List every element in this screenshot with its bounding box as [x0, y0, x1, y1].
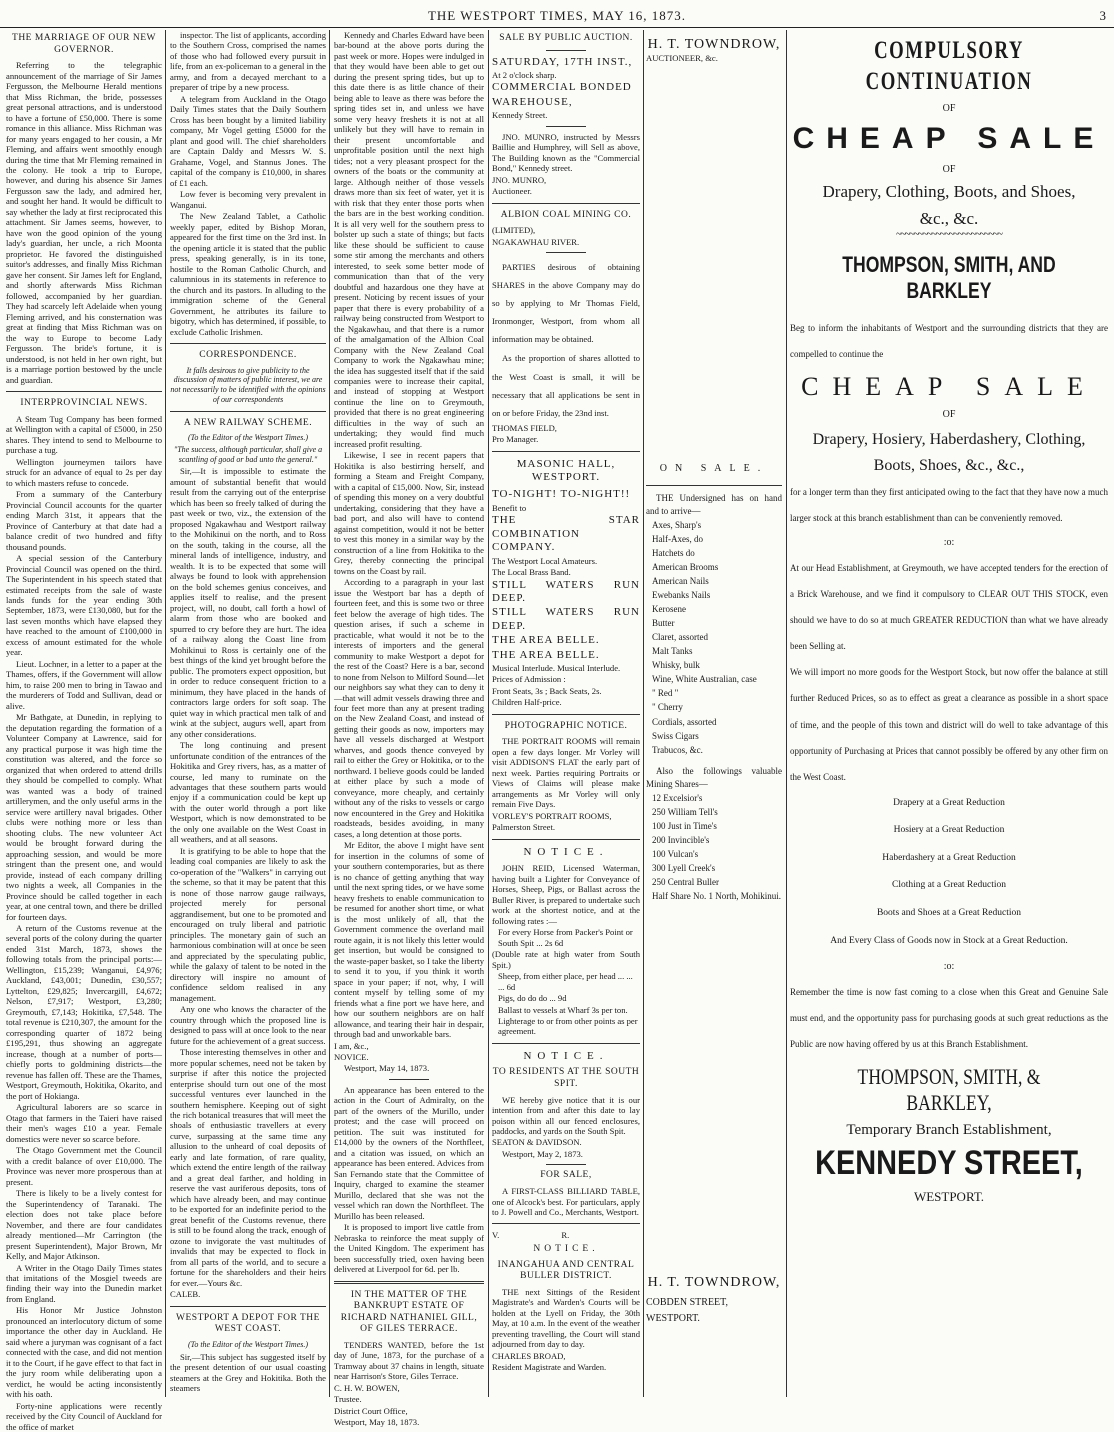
auctioneer-name: H. T. TOWNDROW,: [647, 37, 781, 52]
ad-text: We will import no more goods for the Westport Stock, but now offer the balance at still further Reduced Prices, so as to effect as great a clearance as possible in a short space of time, and the people of this town and district will do well to take advantage of this opportunity of Purchasing at Prices that cannot possibly be offered by any other firm on the West Coast.: [790, 667, 1108, 782]
shares-intro: Also the followings valuable Mining Shares—: [646, 765, 782, 789]
on-sale-heading: ON SALE.: [659, 462, 769, 474]
reduction-line: Clothing at a Great Reduction: [892, 880, 1006, 891]
dateline: Westport, May 14, 1873.: [344, 1063, 430, 1074]
divider: [646, 485, 782, 486]
ad-title: PHOTOGRAPHIC NOTICE.: [504, 720, 628, 731]
address: District Court Office,: [334, 1405, 408, 1416]
ad-line: Musical Interlude. Musical Interlude.: [492, 662, 621, 673]
ad-line: THE AREA BELLE.: [492, 634, 600, 647]
ad-place: WAREHOUSE,: [492, 95, 573, 108]
column-rule: [329, 30, 330, 1397]
ad-cheap-sale: CHEAP SALE: [792, 122, 1106, 156]
ad-line: TO-NIGHT! TO-NIGHT!!: [492, 488, 631, 501]
ad-text: THE next Sittings of the Resident Magistrate's and Warden's Courts will be holden at the Lyell on Friday, the 30th May, at 10 a.m. In the event of the weather preventing travelling, the Court will stand adjourned from day to day.: [492, 1286, 640, 1350]
article-text: The New Zealand Tablet, a Catholic weekly paper, edited by Bishop Moran, appeared for the first time on the 3rd inst. In the opening article it is stated that the public press, speaking generally, is in its tone, hostile to the Roman Catholic Church, and calumnious in its statements in reference to the church and its pastors. In alluding to the immigration scheme of the General Government, he attributes its failure to bigotry, which has determined, if possible, to exclude Catholic Irishmen.: [170, 211, 326, 337]
ad-text: A FIRST-CLASS BILLIARD TABLE, one of Alcock's best. For particulars, apply to J. Powell and Co., Merchants, Westport.: [492, 1186, 640, 1217]
list-item: Malt Tanks: [652, 646, 693, 657]
article-text: Forty-nine applications were recently received by the City Council of Auckland for the office of market: [6, 1400, 162, 1432]
article-text: Any one who knows the character of the country through which the proposed line is designed to pass will at once look to the near future for the achievement of a great success.: [170, 1004, 326, 1046]
ad-line: Front Seats, 3s ; Back Seats, 2s.: [492, 685, 602, 696]
ad-text: At our Head Establishment, at Greymouth, we have accepted tenders for the erection of a Brick Warehouse, and we find it compulsory to CLEAR OUT THIS STOCK, even should we have to do so at much GREATER REDUCTION than what we have already been Selling at.: [790, 562, 1108, 652]
rate-line: Lighterage to or from other points as per agreement.: [498, 1016, 638, 1037]
list-item: 100 Vulcan's: [652, 848, 699, 859]
ad-time: At 2 o'clock sharp.: [492, 69, 557, 80]
divider: [6, 391, 162, 392]
ad-line: STILL WATERS RUN DEEP.: [492, 606, 640, 632]
ad-title: FOR SALE,: [540, 1170, 592, 1181]
divider: [546, 252, 586, 253]
intro-text: THE Undersigned has on hand and to arrive—: [646, 492, 782, 516]
divider: [492, 839, 640, 840]
ad-day: SATURDAY, 17TH INST.,: [492, 55, 633, 68]
ad-title: NOTICE.: [523, 1049, 609, 1062]
column-3: [334, 30, 484, 1428]
street-name: KENNEDY STREET,: [815, 1144, 1083, 1183]
article-text: According to a paragraph in your last issue the Westport bar has a depth of fourteen feet, and this is some two or three feet below the average of high tides. The question arises, if such a scheme in practicable, what would it not be to the interests of importers and the general community to make Westport a depot for the rest of the Coast? Here is a bar, second to none from Nelson to Milford Sound—let our neighbors say what they can to deny it—that will admit vessels drawing three and four feet more than any at present trading on the New Zealand Coast, and instead of getting their goods as now, importers may have all vessels discharged at Westport wharves, and goods thence conveyed by rail to either the Grey or Hokitika, or to the northward. I believe goods could be landed at either place by such a mode of conveyance, more cheaply, and certainly without any of the risks to vessels or cargo now encountered in the Grey and Hokitika roadsteads, besides avoiding, in many cases, a long detention at those ports.: [334, 577, 484, 839]
list-item: Swiss Cigars: [652, 730, 699, 741]
list-item: Half Share No. 1 North, Mohikinui.: [652, 891, 781, 902]
auctioneer-role: AUCTIONEER, &c.: [646, 53, 718, 64]
signature: NOVICE.: [334, 1051, 369, 1062]
article-text: Mr Bathgate, at Dunedin, in replying to the deputation regarding the formation of a Volunteer Company at Lawrence, said for any practical purpose it was high time the constitution was altered, and the force so organized that when ordered to attend drills they should be compelled to comply. What was wanted was a body of trained artillerymen, and the only useful arms in the service were artillery naval brigades. Other clubs were nothing more or less than shooting clubs. The new volunteer Act would be brought forward during the approaching session, and would be more stringent than the present one, and would provide, instead of each company drilling two nights a week, all Companies in the Province should be called together in each year, at one central town, and there be drilled for fourteen days.: [6, 712, 162, 922]
ad-text: Beg to inform the inhabitants of Westport and the surrounding districts that they are compelled to continue the: [790, 323, 1108, 360]
list-item: American Brooms: [652, 561, 719, 572]
list-item: " Red ": [652, 688, 679, 699]
article-text: His Honor Mr Justice Johnston pronounced an interlocutory dictum of some importance the other day in Auckland. He said where a juryman was cognisant of a fact connected with the case, and did not mention it to the Court, if he gave effect to that fact in the jury room while deliberating upon a verdict, he would be acting inconsistently with his oath.: [6, 1305, 162, 1400]
rate-line: Ballast to vessels at Wharf 3s per ton.: [498, 1004, 628, 1015]
rate-line: Sheep, from either place, per head ... ... ... 6d: [498, 971, 633, 992]
cipher-v: V.: [492, 1230, 500, 1241]
divider: [334, 1281, 484, 1284]
ad-line: The Westport Local Amateurs.: [492, 555, 598, 566]
divider: [492, 1223, 640, 1224]
masthead: [0, 4, 1114, 28]
article-text: The Otago Government met the Council with a credit balance of over £10,000. The Province was never more prosperous than at present.: [6, 1145, 162, 1187]
ad-text: THE PORTRAIT ROOMS will remain open a few days longer. Mr Vorley will visit ADDISON'S FLAT the early part of next week. Parties requiring Portraits or Views of Claims will please make arrangements as Mr Vorley will only remain Five Days.: [492, 736, 640, 810]
ad-of: OF: [942, 103, 956, 114]
article-title: A NEW RAILWAY SCHEME.: [183, 417, 313, 428]
closing: I am, &c.,: [334, 1040, 369, 1051]
signature: JNO. MUNRO,: [492, 174, 547, 185]
notice-text: TENDERS WANTED, before the 1st day of June, 1873, for the purchase of a Tramway about 37 chains in length, situate near Harrison's Store, Giles Terrace.: [334, 1339, 484, 1382]
signature: CHARLES BROAD,: [492, 1350, 566, 1361]
establishment: Temporary Branch Establishment,: [846, 1122, 1052, 1139]
list-item: Half-Axes, do: [652, 533, 703, 544]
ad-subtitle: NGAKAWHAU RIVER.: [492, 236, 580, 247]
reduction-line: And Every Class of Goods now in Stock at a Great Reduction.: [830, 935, 1068, 946]
signature: CALEB.: [170, 1289, 201, 1300]
article-text: Referring to the telegraphic announcement of the marriage of Sir James Fergusson, the Melbourne Herald mentions that Miss Richman, the bride, possesses great personal attractions, and is understood to have a fortune of £50,000. There is some romance in this alliance. Miss Richman was for many years engaged to her cousin, a Mr Fleming, and affairs went smoothly enough during the time that Mr Fleming remained in the colony. He took a trip to Europe, however, and during his absence Sir James Fergusson saw the lady, and admired her, and sought her hand. It would be difficult to say whether the lady at first reciprocated this attachment. Sir James seems, however, to have won the good opinion of the young lady's guardian, her uncle, a rich Moonta proprietor. He favored the distinguished suitor's addresses, and finally Miss Richman gave her consent. Sir James left for England, and shortly afterwards Miss Richman followed, accompanied by her guardian. They had scarcely left Adelaide when young Fleming arrived, and his consternation was great at finding that Miss Richman was on the way to Europe to become Lady Fergusson. The bride's fortune, it is understood, is not held in her own right, but is a marriage portion bestowed by the uncle and guardian.: [6, 60, 162, 385]
ad-title: SALE BY PUBLIC AUCTION.: [499, 33, 633, 43]
ad-text: WE hereby give notice that it is our intention from and after this date to lay poison within all our fenced enclosures, paddocks, and yards on the South Spit.: [492, 1094, 640, 1136]
divider: [546, 50, 586, 51]
list-item: Axes, Sharp's: [652, 519, 702, 530]
ad-title: NOTICE.: [523, 845, 609, 858]
ad-goods: Drapery, Clothing, Boots, and Shoes,: [822, 181, 1076, 201]
ad-street: Kennedy Street.: [492, 110, 548, 121]
article-text: Sir,—It is impossible to estimate the amount of substantial benefit that would result from the carrying out of the enterprise which has been so freely talked of during the past week or two, viz., the extension of the proposed Ngakawhau and Westport railway to the Mohikinui on the north, and to Ross on the south, taking in the course, all the mineral lands of intelligence, industry, and wealth. It is to be expected that some will always be found to look with apprehension on the bold schemes genius conceives, and applies itself to realise, and the present project, will, no doubt, call forth a howl of alarm from those who are booked and spurred to cry before they are hurt. The idea of a railway along the Coast line from Mohikinui to Ross is certainly one of the best things of the kind yet brought before the public. The promoters expect opposition, but in order to reduce consequent friction to a minimum, they have placed in the hands of contractors large orders for soft soap. The quiet way in which practical men talk of and wink at the subject, augurs well, apart from any other considerations.: [170, 466, 326, 739]
divider: [546, 1164, 586, 1165]
article-subtitle: (To the Editor of the Westport Times.): [187, 433, 309, 443]
ad-headline: COMPULSORY CONTINUATION: [865, 37, 1033, 95]
ad-title: INANGAHUA AND CENTRAL BULLER DISTRICT.: [497, 1259, 635, 1282]
section-title: CORRESPONDENCE.: [199, 350, 297, 361]
address: Palmerston Street.: [492, 822, 556, 833]
list-item: Butter: [652, 618, 675, 629]
footer-street: COBDEN STREET,: [646, 1297, 729, 1309]
article-title: WESTPORT A DEPOT FOR THE WEST COAST.: [176, 1312, 320, 1335]
notice-title: IN THE MATTER OF THE BANKRUPT ESTATE OF RICHARD NATHANIEL GILL, OF GILES TERRACE.: [340, 1289, 478, 1335]
article-text: Lieut. Lochner, in a letter to a paper at the Thames, offers, if the Government will allow him, to raise 200 men to bring in Tawao and the murderers of Todd and Sullivan, dead or alive.: [6, 658, 162, 711]
reduction-line: Haberdashery at a Great Reduction: [882, 852, 1016, 863]
article-text: The long continuing and present unfortunate condition of the entrances of the Hokitika and Grey rivers, has, as a matter of course, led many to ruminate on the advantages that these southern parts would enjoy if a communication could be kept up with the outer world through a port like Westport, which is now demonstrated to be the only one available on the West Coast in all weathers, and at all seasons.: [170, 740, 326, 845]
list-item: " Cherry: [652, 702, 683, 713]
article-text: Those interesting themselves in other and more popular schemes, need not be taken by surprise if after this notice the projected enterprise should turn out one of the most successful ventures ever launched in the southern hemisphere. Keeping out of sight the rich botanical treasures that will meet the shoals of enthusiastic travellers at every curve, surpassing at the same time any allusion to the unheard of coal deposits of early and late formation, of rare quality, which extend the entire length of the railway and a great deal farther, and holding in reserve the vast auriferous deposits, tons of which have already been, and may continue to be exported for an indefinite period to the great benefit of the Customs revenue, there is still to be found along the track, enough of ozone to invigorate the vast multitudes of invalids that may be expected to flock in from all parts of the world, and to secure a fortune for the shareholders and their heirs for ever.—Yours &c.: [170, 1047, 326, 1288]
column-4: [492, 30, 640, 1397]
column-2: [170, 30, 326, 1397]
signature-role: Auctioneer.: [492, 186, 532, 197]
ad-title: MASONIC HALL, WESTPORT.: [516, 457, 616, 484]
divider: [492, 451, 640, 452]
ad-text: for a longer term than they first anticipated owing to the fact that they have now a much larger stock at this branch establishment than can be conveniently removed.: [790, 486, 1108, 523]
article-title: THE MARRIAGE OF OUR NEW GOVERNOR.: [12, 33, 156, 55]
masthead-title: THE WESTPORT TIMES, MAY 16, 1873.: [427, 8, 687, 23]
signature-role: Trustee.: [334, 1394, 362, 1405]
goods-list: [646, 519, 782, 757]
rate-line: Pigs, do do do ... 9d: [498, 993, 567, 1004]
ad-line: Prices of Admission :: [492, 674, 566, 685]
reduction-line: Boots and Shoes at a Great Reduction: [876, 907, 1022, 918]
list-item: Hatchets do: [652, 547, 695, 558]
ad-of: OF: [942, 163, 956, 175]
ad-goods-2: Drapery, Hosiery, Haberdashery, Clothing, Boots, Shoes, &c., &c.,: [812, 431, 1086, 474]
list-item: Claret, assorted: [652, 632, 708, 643]
rate-line: For every Horse from Packer's Point or South Spit ... 2s 6d: [498, 927, 633, 948]
wave-divider: ~~~~~~~~~~~~~~~~~~~~~~~~: [896, 229, 1002, 241]
page-number: 3: [1099, 8, 1106, 23]
signature-role: Resident Magistrate and Warden.: [492, 1362, 607, 1373]
article-text: A special session of the Canterbury Provincial Council was opened on the third. The Superintendent in his speech stated that estimated receipts from the sale of waste lands funds for the year ending 30th September, 1873, were £130,080, but for the last seven months which have elapsed they have reached to the amount of £100,000 in excess of amount estimated for the whole year.: [6, 553, 162, 658]
article-text: Kennedy and Charles Edward have been bar-bound at the above ports during the past week or more. Hopes were indulged in that they would have been able to get out during the present spring tides, but up to this date there is as little chance of their being able to leave as there was before the spring tides set in, and unless we have some very heavy freshets it is not at all unlikely but they will have to remain in their present uncomfortable and unprofitable position until the next high tides; not a very pleasant prospect for the owners of the boats or the community at large. Although neither of those vessels draws more than six feet of water, yet it is with risk that they enter those ports when the bars are in the best working condition. It is all very well for the southern press to bolster up such a state of things; but facts like these should be sufficient to cause some stir among the merchants and others interested, to seek some better mode of communication than that of the very doubtful and hazardous one they have at present. Noticing by recent issues of your paper that there is every probability of a railway being constructed from Westport to the Ngakawhau, and that there is a rumor of the amalgamation of the Albion Coal Company with the New Zealand Coal Company to work the Ngakawhau mine; the idea has suggested itself that if the said companies were to increase their capital, and instead of stopping at Westport continue the line on to Greymouth, provided that there is no great engineering difficulties in the way of such an undertaking; they would find much increased profit resulting.: [334, 30, 484, 449]
list-item: Kerosene: [652, 604, 686, 615]
article-text: A Steam Tug Company has been formed at Wellington with a capital of £5000, in 250 shares. They intend to send to Melbourne to purchase a tug.: [6, 413, 162, 456]
list-item: 250 William Tell's: [652, 806, 718, 817]
divider: [389, 1079, 429, 1080]
ad-title: ALBION COAL MINING CO.: [500, 209, 632, 220]
list-item: American Nails: [652, 576, 709, 587]
spacer: [646, 904, 782, 1254]
column-6-advertisement: [790, 30, 1108, 1397]
footer-name: H. T. TOWNDROW,: [647, 1275, 781, 1291]
article-text: It is proposed to import live cattle from Nebraska to reinforce the meat supply of the United Kingdom. The experiment has been successfully tried, oxen having been delivered at Liverpool for 6d. per lb.: [334, 1222, 484, 1275]
signature: VORLEY'S PORTRAIT ROOMS,: [492, 810, 612, 821]
column-rule: [786, 30, 787, 1397]
divider: [170, 343, 326, 344]
dateline: Westport, May 2, 1873.: [502, 1148, 583, 1159]
article-text: Wellington journeymen tailors have struck for an advance of equal to 2s per day to which masters refuse to concede.: [6, 456, 162, 488]
divider: [170, 1306, 326, 1307]
article-text: There is likely to be a lively contest for the Superintendency of Taranaki. The election does not take place before November, and there are four candidates already mentioned—Mr Carrington (the present Superintendent), Major Brown, Mr Kelly, and Major Atkinson.: [6, 1188, 162, 1262]
article-text: A return of the Customs revenue at the several ports of the colony during the quarter ended 31st March, 1873, shows the following totals from the principal ports:—Wellington, £15,239; Wanganui, £4,976; Auckland, £43,001; Dunedin, £30,557; Lyttelton, £29,825; Invercargill, £4,672; Nelson, £7,917; Westport, £3,280; Greymouth, £7,143; Hokitika, £7,548. The total revenue is £210,307, the amount for the corresponding quarter of 1872 being £195,291, thus showing an aggregate increase, though at a number of ports—chiefly ports to goldmining districts—the revenue has fallen off. These are the Thames, Westport, Greymouth, Hokitika, Okarito, and the port of Hokianga.: [6, 923, 162, 1101]
ad-line: The Local Brass Band.: [492, 567, 571, 578]
ad-line: THE STAR COMBINATION COMPANY.: [492, 514, 640, 554]
article-text: Low fever is becoming very prevalent in Wanganui.: [170, 189, 326, 210]
firm-name-2: THOMPSON, SMITH, & BARKLEY,: [857, 1063, 1041, 1116]
divider: [492, 1043, 640, 1044]
column-rule: [165, 30, 166, 1397]
list-item: 100 Just in Time's: [652, 820, 717, 831]
cipher-r: R.: [561, 1230, 570, 1241]
divider: [546, 126, 586, 127]
ad-line: STILL WATERS RUN DEEP.: [492, 578, 640, 604]
ad-title: TO RESIDENTS AT THE SOUTH SPIT.: [492, 1067, 640, 1089]
town-name: WESTPORT.: [913, 1188, 985, 1204]
signature: SEATON & DAVIDSON.: [492, 1137, 582, 1148]
list-item: 200 Invincible's: [652, 834, 710, 845]
article-text: It is gratifying to be able to hope that the leading coal companies are likely to ask the co-operation of the "Walkers" in carrying out the scheme, so that it may be patent that this is none of those narrow gauge railways, projected merely for personal aggrandisement, but one to be promoted and encouraged on truly liberal and patriotic principles. The monetary gain of such an harmonious combination will at once be seen and appreciated by the speculating public, while the galaxy of talent to be noted in the directory will inspire no amount of confidence seldom realised in any management.: [170, 845, 326, 1003]
article-text: Likewise, I see in recent papers that Hokitika is also bestirring herself, and forming a Steam and Freight Company, with a capital of £15,000. Now, Sir, instead of spending this money on a very doubtful undertaking, considering that they have a bad port, and also will have to contend against competition, would it not be better to vest this money in a similar way by the construction of a line from Hokitika to the Grey, thereby connecting the principal towns on the Coast by rail.: [334, 450, 484, 576]
ad-cheap-sale-2: CHEAP SALE: [801, 372, 1097, 402]
article-text: Sir,—This subject has suggested itself by the present detention of our usual coasting steamers at the Grey and Hokitika. Both the steamers: [170, 1351, 326, 1394]
ad-title: NOTICE.: [533, 1243, 599, 1254]
list-item: Ewebanks Nails: [652, 590, 711, 601]
article-title: INTERPROVINCIAL NEWS.: [20, 398, 148, 409]
column-5: [646, 30, 782, 1397]
article-subtitle: (To the Editor of the Westport Times.): [187, 1339, 309, 1349]
reduction-line: Drapery at a Great Reduction: [893, 797, 1005, 808]
article-text: From a summary of the Canterbury Provincial Council accounts for the quarter ending March 31st, it appears that the Province of Canterbury at that date had a balance credit of two hundred and fifty thousand pounds.: [6, 489, 162, 552]
list-item: Trabucos, &c.: [652, 744, 703, 755]
footer-town: WESTPORT.: [646, 1313, 700, 1325]
rate-line: (Double rate at high water from South Spit.): [492, 949, 640, 970]
signature-role: Pro Manager.: [492, 434, 539, 445]
list-item: Cordials, assorted: [652, 716, 717, 727]
ad-place: COMMERCIAL BONDED: [492, 81, 632, 94]
list-item: 300 Lyell Creek's: [652, 862, 716, 873]
column-1: [6, 30, 162, 1432]
article-text: A telegram from Auckland in the Otago Daily Times states that the Daily Southern Cross has been bought by a limited liability company, Mr Vogel getting £5000 for the plant and good will. The chief shareholders are Captain Daldy and Messrs W. S. Grahame, Vogel, and Stannus Jones. The capital of the company is £10,000, in shares of £1 each.: [170, 93, 326, 188]
ad-text: As the proportion of shares allotted to the West Coast is small, it will be necessary that all applications be sent in on or before Friday, the 23nd inst.: [492, 353, 640, 418]
article-quote: "The success, although particular, shall give a scantling of good or bad unto the general.": [173, 444, 323, 464]
divider-mark: :o:: [943, 961, 955, 973]
signature: C. H. W. BOWEN,: [334, 1382, 400, 1393]
column-rule: [488, 30, 489, 1397]
ad-text: JNO. MUNRO, instructed by Messrs Baillie and Humphrey, will Sell as above, The Building known as the "Commercial Bond," Kennedy street.: [492, 131, 640, 174]
article-text: Mr Editor, the above I might have sent for insertion in the columns of some of your southern contemporaries, but as there is no chance of getting anything that way until the next spring tides, or we have some heavy freshets to enable communication to be resumed for another short time, or what is the most unlikely of all, that the Government commence the overland mail route again, it is not likely this letter would get insertion, but would be consigned to the waste-paper basket, so I take the liberty to send it to you, if you think it worth space in your paper; if not, why, I will content myself by telling some of my friends what a fine port we have here, and how our southern neighbors are on half allowance, and tearing their hair in despair, through bad and unworkable bars.: [334, 840, 484, 1040]
divider: [492, 714, 640, 715]
royal-cipher: [492, 1230, 640, 1240]
ad-subtitle: (LIMITED),: [492, 225, 536, 236]
list-item: Whisky, bulk: [652, 660, 700, 671]
divider: [170, 411, 326, 412]
ad-etc: &c., &c.: [919, 208, 979, 228]
column-rule: [643, 30, 644, 1397]
ad-text: JOHN REID, Licensed Waterman, having built a Lighter for Conveyance of Horses, Sheep, Pigs, or Ballast across the Buller River, is prepared to undertake such work at the shortest notice, and at the following rates :—: [492, 863, 640, 926]
article-text: An appearance has been entered to the action in the Court of Admiralty, on the part of the owners of the Murillo, under protest; and the case will proceed on petition. The suit was instituted for £14,000 by the owners of the Northfleet, and a citation was issued, on which an appearance has been entered. Advices from San Fernando state that the Committee of Inquiry, charged to examine the steamer Murillo, declared that she was not the vessel which ran down the Northfleet. The Murillo has been released.: [334, 1084, 484, 1221]
firm-name: THOMPSON, SMITH, AND BARKLEY: [842, 251, 1056, 304]
article-text: Agricultural laborers are so scarce in Otago that farmers in the Taieri have raised their men's wages £10 a year. Female domestics were never so scarce before.: [6, 1102, 162, 1144]
divider-mark: :o:: [943, 536, 955, 548]
shares-list: [646, 792, 782, 903]
list-item: 250 Central Buller: [652, 877, 719, 888]
ad-text: PARTIES desirous of obtaining SHARES in the above Company may do so by applying to Mr Thomas Field, Ironmonger, Westport, from whom all information may be obtained.: [492, 262, 640, 345]
ad-of: OF: [942, 409, 956, 421]
list-item: 12 Excelsior's: [652, 792, 703, 803]
signature: THOMAS FIELD,: [492, 422, 557, 433]
ad-line: THE AREA BELLE.: [492, 648, 600, 661]
article-text: inspector. The list of applicants, according to the Southern Cross, comprised the names of those who had followed every pursuit in life, from an ex-policeman to a general in the army, and from a decayed merchant to a preparer of tripe by a new process.: [170, 30, 326, 93]
ad-line: Benefit to: [492, 502, 527, 513]
list-item: Wine, White Australian, case: [652, 674, 757, 685]
article-text: A Writer in the Otago Daily Times states that imitations of the Mosgiel tweeds are finding their way into the Dunedin market from England.: [6, 1262, 162, 1304]
ad-line: Children Half-price.: [492, 697, 562, 708]
divider: [492, 203, 640, 204]
spacer: [646, 65, 782, 445]
ad-text: Remember the time is now fast coming to a close when this Great and Genuine Sale must end, and the opportunity pass for purchasing goods at such great reductions as the Public are now having offered by us at this Branch Establishment.: [790, 987, 1108, 1050]
dateline: Westport, May 18, 1873.: [334, 1417, 420, 1428]
editorial-note: It falls desirous to give publicity to the discussion of matters of public interest, we are not necessarily to be identified with the opinions of our correspondents: [170, 365, 326, 404]
reduction-line: Hosiery at a Great Reduction: [893, 825, 1005, 836]
